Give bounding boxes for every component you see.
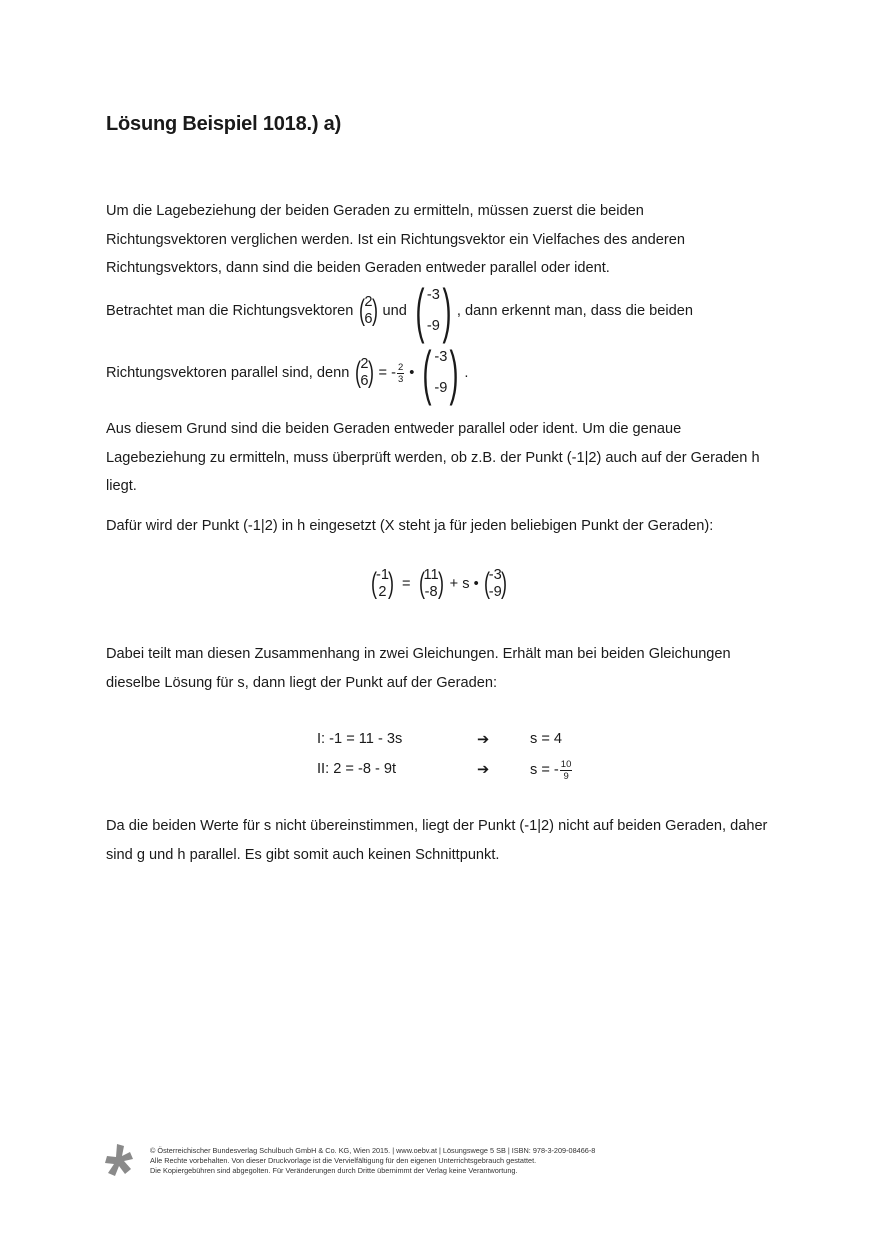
vector-cell: -9 [426,318,440,334]
reason-paragraph [106,415,760,501]
vector-cell: -8 [424,584,438,600]
footer-line: © Österreichischer Bundesverlag Schulbuch GmbH & Co. KG, Wien 2015. | www.oebv.at | Lösungswege 5 SB | ISBN: 978-3-209-08466-8 [150,1146,596,1155]
vector-cell: 6 [364,311,373,327]
fraction-denominator: 3 [397,373,404,385]
conclusion-line: sind g und h parallel. Es gibt somit auch keinen Schnittpunkt. [106,846,500,863]
vector-cell: -3 [488,567,502,583]
intro-paragraph [106,197,685,283]
split-line: dieselbe Lösung für s, dann liegt der Punkt auf der Geraden: [106,674,498,691]
vector-11-minus8: ( 11 -8 ) [418,567,444,600]
split-line: Dabei teilt man diesen Zusammenhang in zwei Gleichungen. Erhält man bei beiden Gleichungen [106,646,731,662]
result-2 [530,755,575,785]
equals-minus: = - [378,365,396,381]
plus-s-dot: + s • [449,576,479,592]
footer-text [150,1146,595,1176]
vector-cell: -1 [376,567,389,583]
vector-minus3-minus9: ( -3 -9 ) [415,277,452,344]
intro-line: Richtungsvektoren verglichen werden. Ist ein Richtungsvektor ein Vielfaches des anderen [106,231,685,248]
conclusion-line: Da die beiden Werte für s nicht übereinstimmen, liegt der Punkt (-1|2) nicht auf beiden Geraden, daher [106,818,768,834]
result-1: s = 4 [530,731,563,747]
vector-minus3-minus9: ( -3 -9 ) [422,339,459,406]
intro-line: Um die Lagebeziehung der beiden Geraden zu ermitteln, müssen zuerst die beiden [106,203,644,219]
equation-2: II: 2 = -8 - 9t [317,761,397,777]
parallel-prefix: Richtungsvektoren parallel sind, denn [106,365,350,381]
vector-minus1-2: ( -1 2 ) [371,567,394,600]
oebv-logo-icon [104,1143,136,1177]
fraction-numerator: 2 [397,361,404,373]
arrow-icon: ➔ [477,732,490,748]
footer-line: Alle Rechte vorbehalten. Von dieser Druckvorlage ist die Vervielfältigung für den eigenen Unterrichtsgebrauch gestattet. [150,1156,537,1165]
vector-cell: 2 [364,294,373,310]
footer-line: Die Kopiergebühren sind abgegolten. Für Veränderungen durch Dritte übernimmt der Verlag keine Verantwortung. [150,1166,518,1175]
compare-suffix: , dann erkennt man, dass die beiden [456,303,693,319]
fraction-denominator: 9 [563,770,569,782]
equals-sign: = [401,576,411,592]
vector-cell: -9 [434,380,448,396]
result-2-prefix: s = - [530,762,559,778]
compare-prefix: Betrachtet man die Richtungsvektoren [106,303,354,319]
vector-equation [369,565,509,603]
vector-cell: -3 [434,349,448,365]
compare-line [106,277,693,344]
vector-cell: 11 [423,567,439,583]
vector-cell: -3 [426,287,440,303]
insert-paragraph: Dafür wird der Punkt (-1|2) in h eingesetzt (X steht ja für jeden beliebigen Punkt der Geraden): [106,518,714,534]
period: . [464,365,469,381]
vector-2-6: ( 2 6 ) [355,356,374,389]
fraction-numerator: 10 [560,758,572,770]
reason-line: Aus diesem Grund sind die beiden Geraden entweder parallel oder ident. Um die genaue [106,421,682,437]
vector-minus3-minus9: ( -3 -9 ) [483,567,507,600]
vector-2-6: ( 2 6 ) [359,294,378,327]
intro-line: Richtungsvektors, dann sind die beiden Geraden entweder parallel oder ident. [106,260,610,276]
page-title: Lösung Beispiel 1018.) a) [106,113,342,135]
split-paragraph [106,640,731,697]
arrow-icon: ➔ [477,762,490,778]
vector-cell: 6 [360,373,369,389]
fraction-10-9 [560,759,573,782]
reason-line: liegt. [106,478,137,494]
vector-cell: -9 [488,584,502,600]
dot: • [409,365,415,381]
vector-cell: 2 [360,356,369,372]
conclusion-paragraph [106,812,767,869]
fraction-2-3 [397,362,404,385]
parallel-line [106,339,469,406]
und-text: und [382,303,407,319]
reason-line: Lagebeziehung zu ermitteln, muss überprüft werden, ob z.B. der Punkt (-1|2) auch auf der Geraden h [106,449,760,466]
vector-cell: 2 [378,584,387,600]
equation-1: I: -1 = 11 - 3s [317,731,403,747]
